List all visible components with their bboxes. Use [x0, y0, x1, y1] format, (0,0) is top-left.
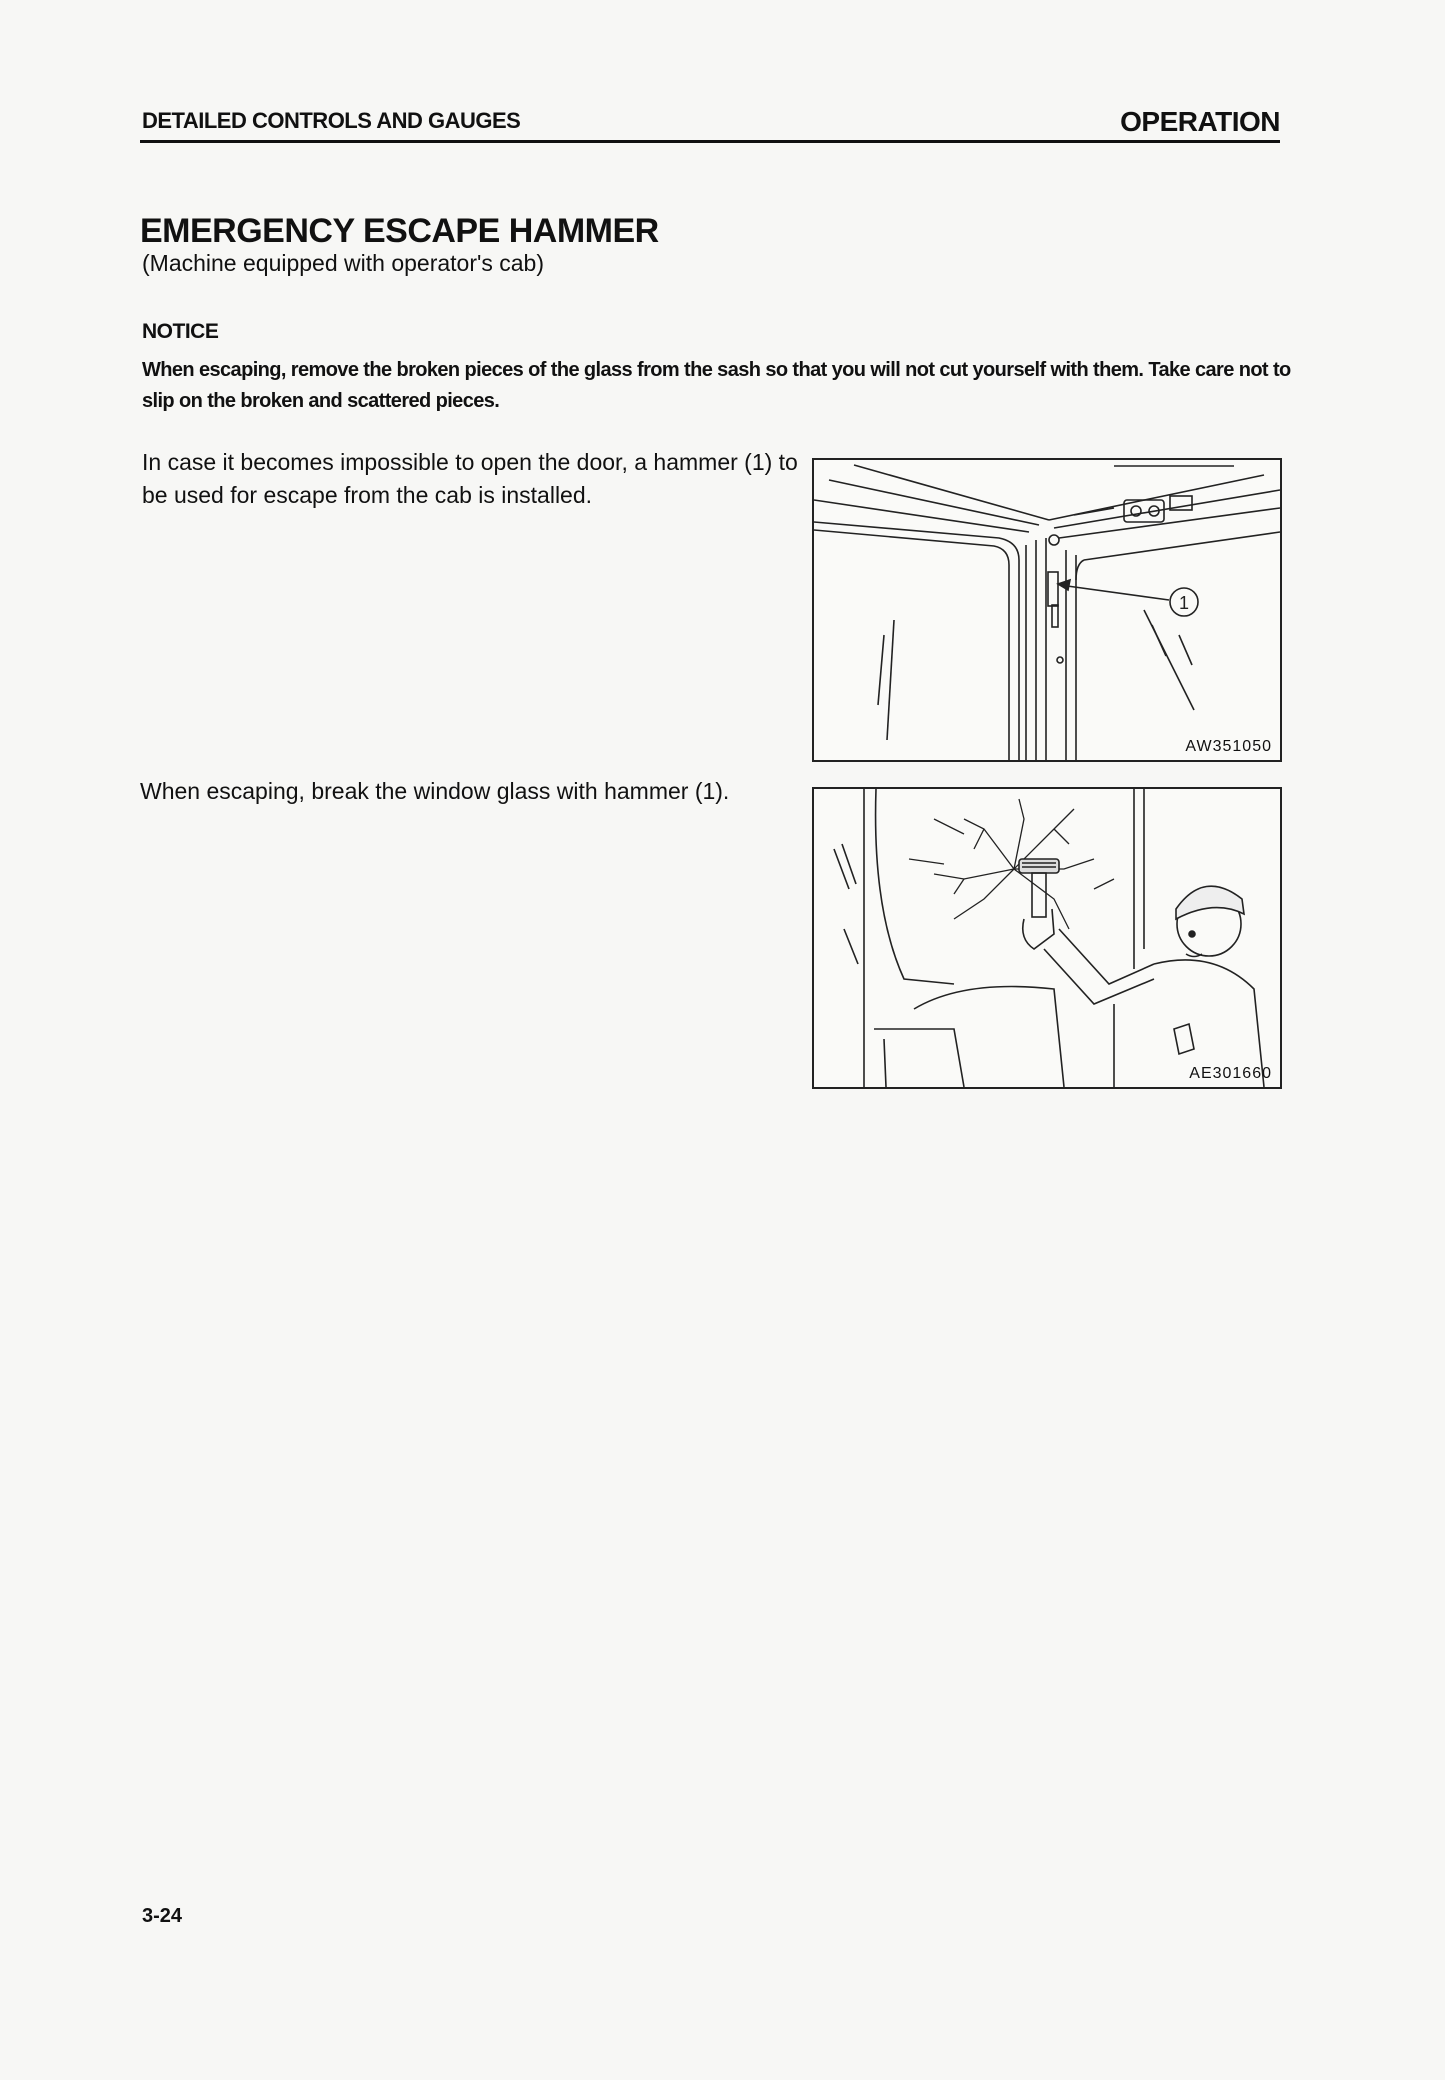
figure-code-1: AW351050 — [1185, 738, 1272, 755]
hammer-location-figure — [812, 458, 1282, 762]
callout-number-1: 1 — [1178, 593, 1190, 613]
header-section-title: DETAILED CONTROLS AND GAUGES — [142, 108, 521, 133]
header-chapter-title: OPERATION — [1120, 106, 1280, 137]
break-window-figure — [812, 787, 1282, 1089]
figure-code-2: AE301660 — [1189, 1065, 1272, 1082]
escape-instruction-paragraph: When escaping, break the window glass with hammer (1). — [140, 778, 730, 804]
page-number: 3-24 — [142, 1905, 183, 1927]
page-title: EMERGENCY ESCAPE HAMMER — [140, 212, 659, 250]
cab-corner-illustration — [814, 460, 1280, 760]
notice-label: NOTICE — [142, 320, 219, 343]
page-subtitle: (Machine equipped with operator's cab) — [142, 250, 545, 276]
hammer-location-paragraph: In case it becomes impossible to open the door, a hammer (1) to be used for escape from the cab is installed. — [142, 449, 798, 508]
header-divider — [140, 140, 1280, 143]
operator-breaking-glass-illustration — [814, 789, 1280, 1087]
notice-text: When escaping, remove the broken pieces of the glass from the sash so that you will not cut yourself with them. Take care not to slip on the broken and scattered pieces. — [142, 359, 1291, 412]
